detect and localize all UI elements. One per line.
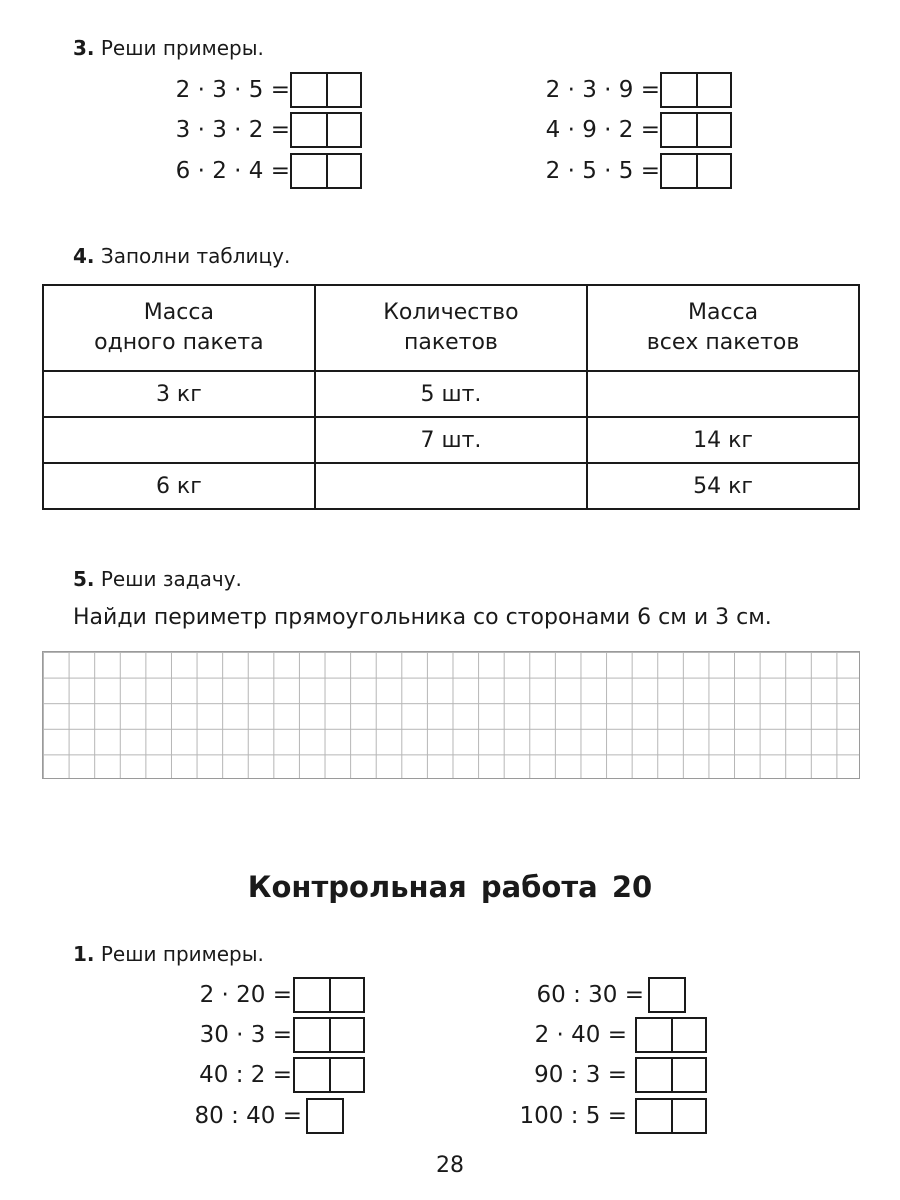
table-row bbox=[43, 463, 859, 509]
expression: 2 · 3 · 9 = bbox=[545, 77, 660, 103]
exercise-1-right-2 bbox=[450, 1017, 707, 1053]
exercise-3-right-1 bbox=[470, 72, 732, 108]
expression: 40 : 2 = bbox=[199, 1062, 292, 1088]
exercise-1-right-3 bbox=[450, 1057, 707, 1093]
exercise-3-right-2 bbox=[470, 112, 732, 148]
answer-box-two-digit[interactable] bbox=[635, 1098, 707, 1134]
exercise-1-right-1 bbox=[450, 977, 686, 1013]
mass-table bbox=[42, 284, 860, 510]
table-cell-blank[interactable] bbox=[43, 417, 315, 463]
header-mass-all-packages bbox=[587, 285, 859, 371]
table-cell: 6 кг bbox=[43, 463, 315, 509]
header-line: Количество bbox=[383, 300, 519, 325]
task-4-label: Заполни таблицу. bbox=[100, 244, 291, 268]
task-5-title bbox=[73, 567, 242, 591]
table-row bbox=[43, 371, 859, 417]
expression: 2 · 40 = bbox=[534, 1022, 627, 1048]
expression: 80 : 40 = bbox=[194, 1103, 302, 1129]
expression: 3 · 3 · 2 = bbox=[175, 117, 290, 143]
table-row bbox=[43, 417, 859, 463]
task-3-title bbox=[73, 36, 264, 60]
expression: 30 · 3 = bbox=[199, 1022, 292, 1048]
header-line: всех пакетов bbox=[646, 330, 800, 355]
table-header-row bbox=[43, 285, 859, 371]
table-cell: 5 шт. bbox=[315, 371, 587, 417]
exercise-3-left-1 bbox=[100, 72, 362, 108]
task-4-number: 4. bbox=[73, 244, 95, 268]
answer-box-two-digit[interactable] bbox=[293, 1017, 365, 1053]
task-4-title bbox=[73, 244, 290, 268]
header-package-count bbox=[315, 285, 587, 371]
answer-box-one-digit[interactable] bbox=[306, 1098, 344, 1134]
answer-box-two-digit[interactable] bbox=[660, 153, 732, 189]
header-line: Масса bbox=[143, 300, 214, 325]
task-1-title bbox=[73, 942, 264, 966]
answer-box-two-digit[interactable] bbox=[660, 112, 732, 148]
exercise-3-left-3 bbox=[100, 153, 362, 189]
expression: 2 · 3 · 5 = bbox=[175, 77, 290, 103]
answer-box-two-digit[interactable] bbox=[635, 1017, 707, 1053]
table-cell-blank[interactable] bbox=[315, 463, 587, 509]
answer-box-two-digit[interactable] bbox=[290, 112, 362, 148]
answer-box-one-digit[interactable] bbox=[648, 977, 686, 1013]
exercise-1-left-1 bbox=[100, 977, 365, 1013]
expression: 90 : 3 = bbox=[534, 1062, 627, 1088]
answer-box-two-digit[interactable] bbox=[635, 1057, 707, 1093]
exercise-1-right-4 bbox=[450, 1098, 707, 1134]
answer-box-two-digit[interactable] bbox=[660, 72, 732, 108]
exercise-3-right-3 bbox=[470, 153, 732, 189]
answer-grid[interactable] bbox=[42, 651, 860, 779]
header-mass-one-package bbox=[43, 285, 315, 371]
section-title: Контрольная работа 20 bbox=[247, 870, 653, 904]
expression: 2 · 20 = bbox=[199, 982, 292, 1008]
exercise-1-left-4 bbox=[100, 1098, 344, 1134]
table-cell-blank[interactable] bbox=[587, 371, 859, 417]
answer-box-two-digit[interactable] bbox=[290, 72, 362, 108]
table-cell: 3 кг bbox=[43, 371, 315, 417]
exercise-3-left-2 bbox=[100, 112, 362, 148]
table-cell: 14 кг bbox=[587, 417, 859, 463]
answer-box-two-digit[interactable] bbox=[290, 153, 362, 189]
exercise-1-left-2 bbox=[100, 1017, 365, 1053]
answer-box-two-digit[interactable] bbox=[293, 1057, 365, 1093]
task-3-label: Реши примеры. bbox=[100, 36, 264, 60]
task-5-number: 5. bbox=[73, 567, 95, 591]
expression: 2 · 5 · 5 = bbox=[545, 158, 660, 184]
expression: 4 · 9 · 2 = bbox=[545, 117, 660, 143]
page-number: 28 bbox=[436, 1153, 464, 1178]
task-3-number: 3. bbox=[73, 36, 95, 60]
header-line: одного пакета bbox=[94, 330, 264, 355]
task-5-label: Реши задачу. bbox=[100, 567, 242, 591]
table-cell: 54 кг bbox=[587, 463, 859, 509]
expression: 100 : 5 = bbox=[519, 1103, 627, 1129]
exercise-1-left-3 bbox=[100, 1057, 365, 1093]
header-line: пакетов bbox=[403, 330, 498, 355]
expression: 60 : 30 = bbox=[536, 982, 644, 1008]
task-1-number: 1. bbox=[73, 942, 95, 966]
answer-box-two-digit[interactable] bbox=[293, 977, 365, 1013]
table-cell: 7 шт. bbox=[315, 417, 587, 463]
header-line: Масса bbox=[687, 300, 759, 325]
problem-statement: Найди периметр прямоугольника со сторонами 6 см и 3 см. bbox=[73, 605, 772, 630]
task-1-label: Реши примеры. bbox=[100, 942, 264, 966]
expression: 6 · 2 · 4 = bbox=[175, 158, 290, 184]
